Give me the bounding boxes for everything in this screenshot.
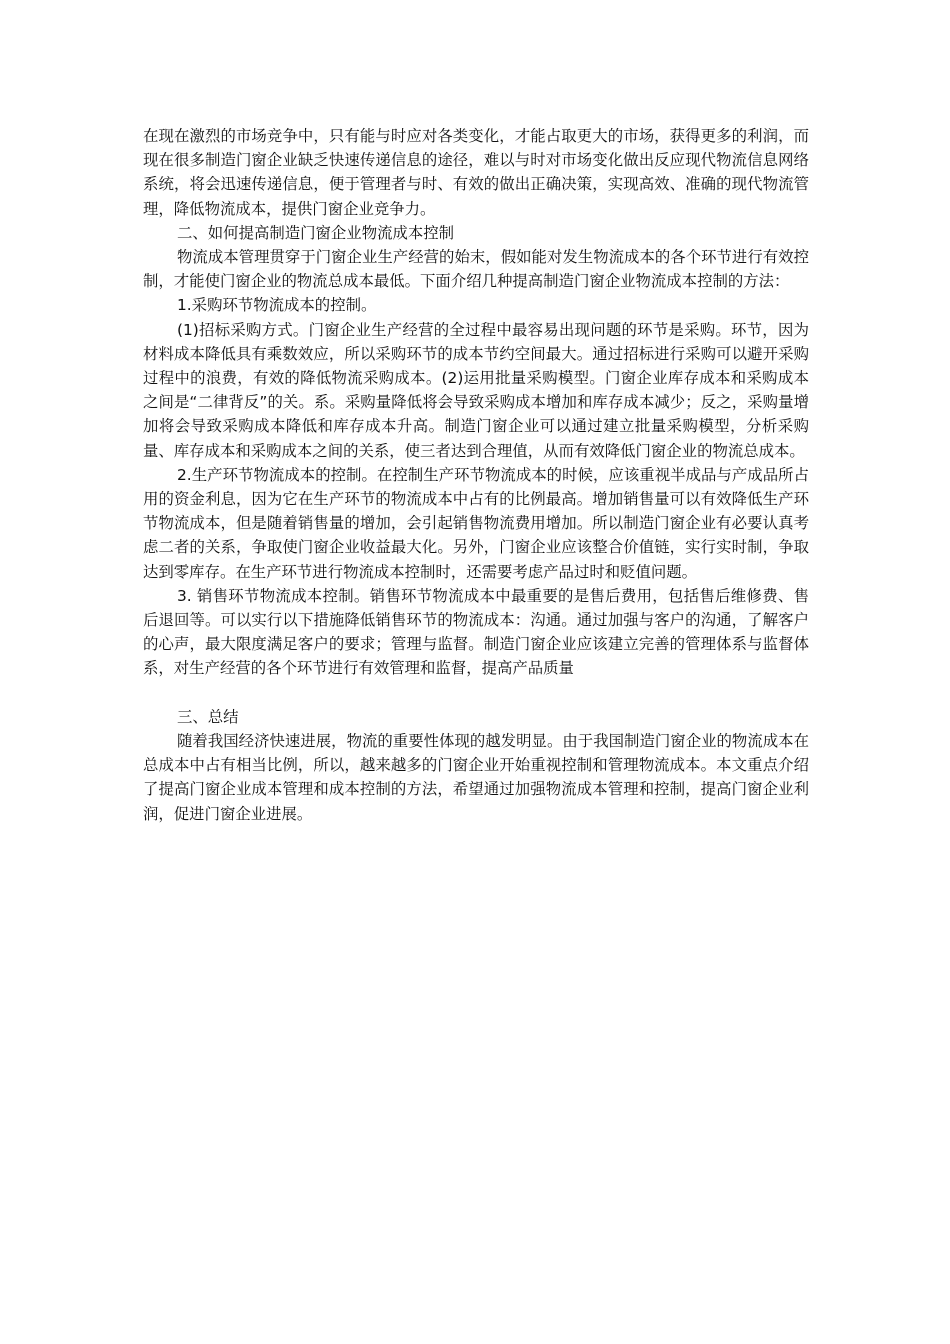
blank-line xyxy=(143,681,809,705)
paragraph-procurement: (1)招标采购方式。门窗企业生产经营的全过程中最容易出现问题的环节是采购。环节，因为材料成本降低具有乘数效应，所以采购环节的成本节约空间最大。通过招标进行采购可以避开采购过程中的浪费，有效的降低物流采购成本。(2)运用批量采购模型。门窗企业库存成本和采购成本之间是“二律背反”的关。系。采购量降低将会导致采购成本增加和库存成本减少；反之，采购量增加将会导致采购成本降低和库存成本升高。制造门窗企业可以通过建立批量采购模型，分析采购量、库存成本和采购成本之间的关系，使三者达到合理值，从而有效降低门窗企业的物流总成本。 xyxy=(143,320,809,460)
paragraph-sales: 3. 销售环节物流成本控制。销售环节物流成本中最重要的是售后费用，包括售后维修费、售后退回等。可以实行以下措施降低销售环节的物流成本：沟通。通过加强与客户的沟通，了解客户的心声，最大限度满足客户的要求；管理与监督。制造门窗企业应该建立完善的管理体系与监督体系，对生产经营的各个环节进行有效管理和监督，提高产品质量 xyxy=(143,586,809,678)
paragraph-production: 2.生产环节物流成本的控制。在控制生产环节物流成本的时候，应该重视半成品与产成品所占用的资金利息，因为它在生产环节的物流成本中占有的比例最高。增加销售量可以有效降低生产环节物流成本，但是随着销售量的增加，会引起销售物流费用增加。所以制造门窗企业有必要认真考虑二者的关系，争取使门窗企业收益最大化。另外，门窗企业应该整合价值链，实行实时制，争取达到零库存。在生产环节进行物流成本控制时，还需要考虑产品过时和贬值问题。 xyxy=(143,465,809,581)
section-heading-2: 二、如何提高制造门窗企业物流成本控制 xyxy=(177,223,455,242)
section-heading-3: 三、总结 xyxy=(177,707,239,726)
paragraph-intro: 在现在激烈的市场竞争中，只有能与时应对各类变化，才能占取更大的市场，获得更多的利润，而现在很多制造门窗企业缺乏快速传递信息的途径，难以与时对市场变化做出反应现代物流信息网络系统，将会迅速传递信息，便于管理者与时、有效的做出正确决策，实现高效、准确的现代物流管理，降低物流成本，提供门窗企业竞争力。 xyxy=(143,127,809,218)
subheading-procurement: 1.采购环节物流成本的控制。 xyxy=(177,296,377,315)
paragraph-overview: 物流成本管理贯穿于门窗企业生产经营的始末，假如能对发生物流成本的各个环节进行有效控制，才能使门窗企业的物流总成本最低。下面介绍几种提高制造门窗企业物流成本控制的方法： xyxy=(143,248,809,291)
paragraph-conclusion: 随着我国经济快速进展，物流的重要性体现的越发明显。由于我国制造门窗企业的物流成本在总成本中占有相当比例，所以，越来越多的门窗企业开始重视控制和管理物流成本。本文重点介绍了提高门窗企业成本管理和成本控制的方法，希望通过加强物流成本管理和控制，提高门窗企业利润，促进门窗企业进展。 xyxy=(143,732,809,823)
document-body xyxy=(143,124,809,826)
